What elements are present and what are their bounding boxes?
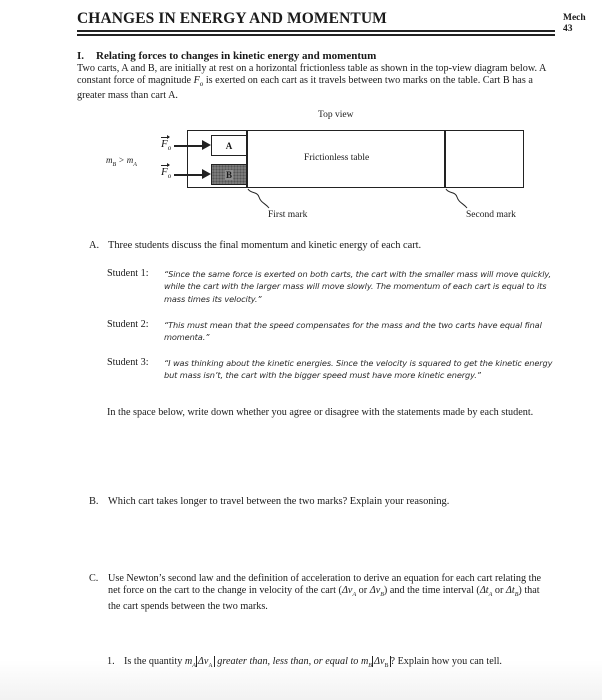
- abs-delta-v-a: [196, 656, 215, 670]
- m-letter: m: [184, 656, 193, 667]
- section-title: Relating forces to changes in kinetic energy and momentum: [96, 50, 377, 62]
- delta-v-b: [369, 585, 384, 599]
- cart-a-label: A: [225, 140, 233, 151]
- or-text: or: [492, 585, 506, 596]
- m-sub: B: [368, 663, 372, 670]
- subq-text-1: Is the quantity: [124, 656, 185, 667]
- corner-label-page: 43: [563, 24, 573, 34]
- part-c-text-2: ) and the time interval (: [383, 585, 480, 596]
- corner-label: [563, 13, 586, 35]
- section-heading: [77, 50, 376, 62]
- sub-b: B: [514, 592, 519, 599]
- intro-text-2: is exerted on each cart as it travels between two marks on the table. Cart B has a greater mass than cart A.: [77, 75, 533, 102]
- force-symbol: [193, 75, 204, 89]
- page-title: CHANGES IN ENERGY AND MOMENTUM: [77, 10, 387, 27]
- m-letter: m: [360, 656, 369, 667]
- mass-a-sub: A: [133, 161, 137, 168]
- subquestion-number: 1.: [107, 656, 115, 667]
- force-sub: o: [167, 172, 172, 181]
- cart-b: [211, 164, 247, 185]
- cart-b-label: B: [225, 169, 232, 180]
- force-sub: o: [167, 144, 172, 153]
- sub-b: B: [380, 592, 384, 599]
- student-1-quote: “Since the same force is exerted on both carts, the cart with the smaller mass will move quickly, while the cart with the larger mass will move slowly. The momentum of each cart is equal to its mass times its velocity.”: [164, 269, 552, 304]
- comparison-text: greater than, less than, or equal to: [214, 656, 361, 667]
- mass-b: m: [106, 155, 113, 165]
- intro-text-1: Two carts, A and B, are initially at rest on a horizontal frictionless table as shown in the top-view diagram below. A constant force of magnitude: [77, 63, 546, 86]
- part-b-prompt: [89, 496, 449, 507]
- delta-v-symbol: Δv: [369, 585, 381, 596]
- section-number: I.: [77, 50, 85, 62]
- part-b-letter: B.: [89, 496, 99, 507]
- table-label: Frictionless table: [304, 153, 370, 163]
- force-label-a: [161, 138, 171, 152]
- header-rule-top: [77, 30, 555, 32]
- part-c-text-1: Use Newton’s second law and the definition of acceleration to derive an equation for each cart relating the net force on the cart to the change in velocity of the cart (: [108, 573, 542, 596]
- delta-v-symbol: Δv: [341, 585, 353, 596]
- diagram-caption: Top view: [318, 110, 354, 120]
- intro-paragraph: [77, 63, 552, 102]
- abs-delta-v-b: [372, 656, 391, 670]
- subquestion-text: [124, 656, 554, 673]
- second-mark-line: [444, 130, 446, 188]
- student-1-label: Student 1:: [107, 268, 149, 279]
- greater-than: >: [116, 155, 127, 165]
- arrow-right-icon: [202, 140, 211, 150]
- part-a-text: Three students discuss the final momentum and kinetic energy of each cart.: [108, 240, 422, 251]
- subquestion-1: [107, 656, 557, 669]
- part-a-prompt: [89, 240, 559, 251]
- part-c-letter: C.: [89, 573, 99, 584]
- student-2-label: Student 2:: [107, 319, 149, 330]
- dv-sub: B: [384, 663, 389, 670]
- sub-a: A: [488, 592, 493, 599]
- part-a-letter: A.: [89, 240, 100, 251]
- force-arrow-b-shaft: [174, 174, 204, 176]
- header-rule-bottom: [77, 34, 555, 36]
- cart-a: [211, 135, 247, 156]
- delta-t-symbol: Δt: [505, 585, 515, 596]
- sub-a: A: [352, 592, 357, 599]
- dv-sub: A: [208, 663, 213, 670]
- force-label-b: [161, 166, 171, 180]
- part-c-text-3: ) that the cart spends between the two marks.: [108, 585, 540, 613]
- part-c-text: [108, 573, 553, 613]
- mass-b-symbol: [360, 656, 372, 670]
- delta-t-symbol: Δt: [479, 585, 489, 596]
- part-a-instruction: In the space below, write down whether you agree or disagree with the statements made by each student.: [107, 407, 534, 418]
- force-symbol-sub: o: [199, 80, 204, 89]
- mass-relation: [106, 155, 137, 168]
- second-mark-label: Second mark: [466, 210, 516, 220]
- part-b-text: Which cart takes longer to travel between the two marks? Explain your reasoning.: [108, 496, 450, 507]
- student-2-quote: “This must mean that the speed compensates for the mass and the two carts have equal final momenta.”: [164, 320, 542, 343]
- force-vector-symbol: F: [161, 166, 168, 178]
- mass-a-symbol: [184, 656, 196, 670]
- first-mark-label: First mark: [268, 210, 308, 220]
- subq-text-2: ? Explain how you can tell.: [390, 656, 502, 667]
- delta-v-symbol: Δv: [373, 656, 385, 667]
- delta-t-a: [479, 585, 493, 599]
- delta-t-b: [505, 585, 519, 599]
- student-3-quote: “I was thinking about the kinetic energies. Since the velocity is squared to get the kinetic energy but mass isn’t, the cart with the bigger speed must have more kinetic energy.”: [164, 358, 553, 381]
- force-arrow-a-shaft: [174, 145, 204, 147]
- or-text: or: [356, 585, 370, 596]
- corner-label-unit: Mech: [563, 13, 586, 23]
- m-sub: A: [192, 663, 196, 670]
- mass-b-sub: B: [112, 161, 117, 168]
- force-symbol-letter: F: [193, 75, 200, 86]
- delta-v-symbol: Δv: [197, 656, 209, 667]
- arrow-right-icon: [202, 169, 211, 179]
- mass-a: m: [126, 155, 134, 165]
- student-3-label: Student 3:: [107, 357, 149, 368]
- force-vector-symbol: F: [161, 138, 168, 150]
- delta-v-a: [341, 585, 357, 599]
